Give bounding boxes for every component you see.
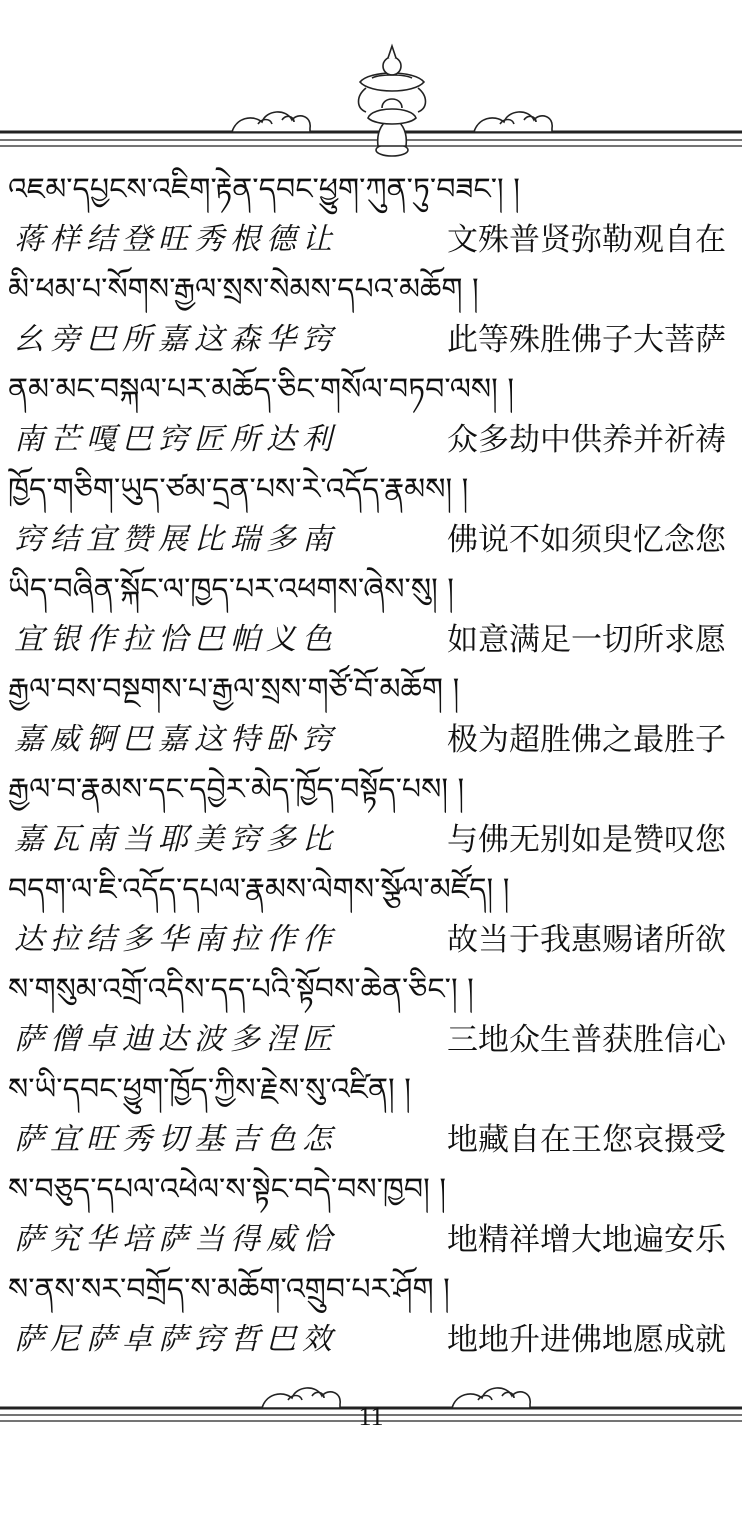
tibetan-line: ནམ་མང་བསྐལ་པར་མཆོད་ཅིང་གསོལ་བཏབ་ལས། ། [8, 372, 515, 407]
translation-text: 如意满足一切所求愿 [447, 622, 726, 658]
chinese-row [0, 1215, 742, 1265]
chinese-row [0, 1315, 742, 1365]
tibetan-line: རྒྱལ་བ་རྣམས་དང་དབྱེར་མེད་ཁྱོད་བསྟོད་པས། ། [8, 772, 465, 807]
verse-11 [0, 1165, 742, 1265]
tibetan-line: ཁྱོད་གཅིག་ཡུད་ཙམ་དྲན་པས་རེ་འདོད་རྣམས། ། [8, 472, 469, 507]
transliteration-text: 萨宜旺秀切基吉色怎 [14, 1122, 338, 1157]
page-number: 11 [358, 1402, 384, 1431]
transliteration-text: 达拉结多华南拉作作 [14, 922, 338, 957]
transliteration-text: 萨尼萨卓萨窍哲巴效 [14, 1322, 338, 1357]
transliteration-text: 萨究华培萨当得威恰 [14, 1222, 338, 1257]
verse-1 [0, 165, 742, 265]
chinese-row [0, 1015, 742, 1065]
transliteration-text: 蒋样结登旺秀根德让 [14, 222, 338, 257]
translation-text: 地地升进佛地愿成就 [447, 1322, 726, 1358]
translation-text: 文殊普贤弥勒观自在 [447, 222, 726, 258]
translation-text: 此等殊胜佛子大菩萨 [447, 322, 726, 358]
transliteration-text: 南芒嘎巴窍匠所达利 [14, 422, 338, 457]
verse-12 [0, 1265, 742, 1365]
chinese-row [0, 715, 742, 765]
translation-text: 众多劫中供养并祈祷 [447, 422, 726, 458]
translation-text: 地精祥增大地遍安乐 [447, 1222, 726, 1258]
translation-text: 三地众生普获胜信心 [447, 1022, 726, 1058]
translation-text: 极为超胜佛之最胜子 [447, 722, 726, 758]
translation-text: 故当于我惠赐诸所欲 [447, 922, 726, 958]
chinese-row [0, 215, 742, 265]
verse-2 [0, 265, 742, 365]
verse-9 [0, 965, 742, 1065]
translation-text: 佛说不如须臾忆念您 [447, 522, 726, 558]
chinese-row [0, 615, 742, 665]
tibetan-line: ས་གསུམ་འགྲོ་འདིས་དད་པའི་སྟོབས་ཆེན་ཅིང་། ། [8, 972, 474, 1007]
tibetan-line: མི་ཕམ་པ་སོགས་རྒྱལ་སྲས་སེམས་དཔའ་མཆོག ། [8, 272, 479, 307]
chinese-row [0, 915, 742, 965]
verse-7 [0, 765, 742, 865]
tibetan-line: ས་ཡི་དབང་ཕྱུག་ཁྱོད་ཀྱིས་རྗེས་སུ་འཛིན། ། [8, 1072, 411, 1107]
tibetan-line: ས་བཅུད་དཔལ་འཕེལ་ས་སྟེང་བདེ་བས་ཁྱབ། ། [8, 1172, 446, 1207]
verse-10 [0, 1065, 742, 1165]
transliteration-text: 宜银作拉恰巴帕义色 [14, 622, 338, 657]
tibetan-line: བདག་ལ་ཇི་འདོད་དཔལ་རྣམས་ལེགས་སྩོལ་མཛོད། ། [8, 872, 510, 907]
transliteration-text: 萨僧卓迪达波多涅匠 [14, 1022, 338, 1057]
top-ornament [0, 0, 742, 165]
tibetan-line: རྒྱལ་བས་བསྔགས་པ་རྒྱལ་སྲས་གཙོ་བོ་མཆོག ། [8, 672, 460, 707]
chinese-row [0, 515, 742, 565]
chinese-row [0, 1115, 742, 1165]
chinese-row [0, 415, 742, 465]
transliteration-text: 幺旁巴所嘉这森华窍 [14, 322, 338, 357]
cloud-left-icon [232, 112, 310, 132]
verse-4 [0, 465, 742, 565]
verse-list [0, 165, 742, 1365]
verse-5 [0, 565, 742, 665]
cloud-right-icon [474, 112, 552, 132]
transliteration-text: 嘉威锕巴嘉这特卧窍 [14, 722, 338, 757]
verse-8 [0, 865, 742, 965]
verse-3 [0, 365, 742, 465]
transliteration-text: 嘉瓦南当耶美窍多比 [14, 822, 338, 857]
translation-text: 与佛无别如是赞叹您 [447, 822, 726, 858]
verse-6 [0, 665, 742, 765]
chinese-row [0, 815, 742, 865]
translation-text: 地藏自在王您哀摄受 [447, 1122, 726, 1158]
chinese-row [0, 315, 742, 365]
transliteration-text: 窍结宜赞展比瑞多南 [14, 522, 338, 557]
tibetan-line: འཇམ་དཔྱངས་འཇིག་རྟེན་དབང་ཕྱུག་ཀུན་ཏུ་བཟང་། ། [8, 172, 520, 207]
tibetan-line: ས་ནས་སར་བགྲོད་ས་མཆོག་འགྲུབ་པར་ཤོག ། [8, 1272, 450, 1307]
border-lines-top [0, 132, 742, 146]
tibetan-line: ཡིད་བཞིན་སྐོང་ལ་ཁྱད་པར་འཕགས་ཞེས་སུ། ། [8, 572, 454, 607]
